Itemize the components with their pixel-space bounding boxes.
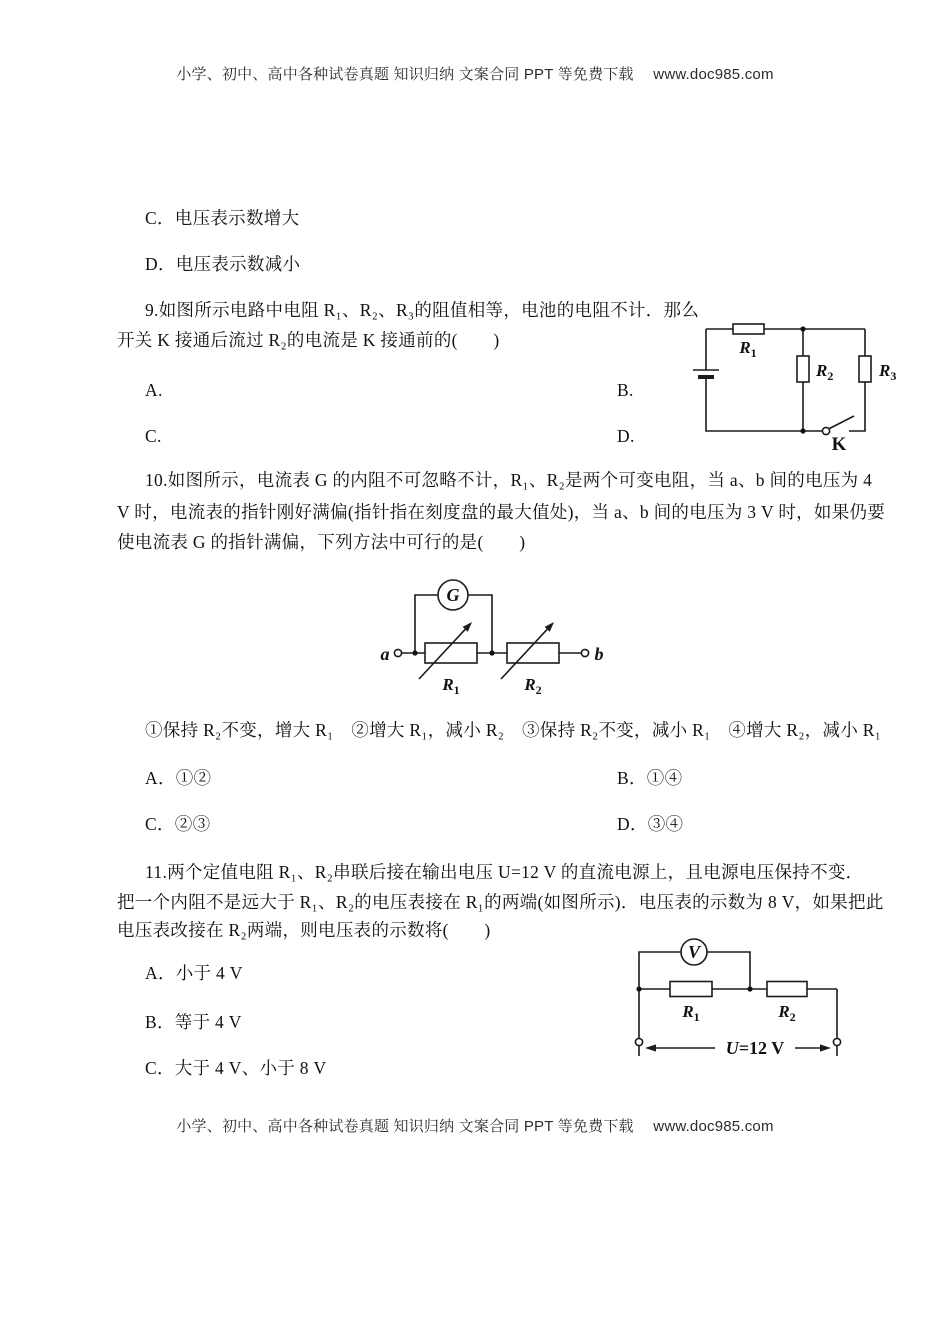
battery-icon — [693, 370, 719, 377]
junction-dot — [412, 650, 417, 655]
r2-label: $R_2$ — [524, 675, 542, 697]
voltmeter-label: V — [687, 942, 701, 962]
terminal-b-icon — [581, 649, 588, 656]
terminal-b-label: b — [594, 644, 604, 664]
q11-circuit-diagram — [615, 933, 875, 1068]
terminal-a-icon — [394, 649, 401, 656]
terminal-icon — [833, 1038, 840, 1045]
galvanometer-label: G — [446, 585, 460, 605]
variable-resistor-r2 — [507, 643, 559, 663]
q11-text-line2: 把一个内阻不是远大于 R₁、R₂的电压表接在 R₁的两端(如图所示)．电压表的示数为 8 V，如果把此 — [117, 892, 884, 912]
r1-label: $R_1$ — [682, 1002, 700, 1024]
resistor-r2 — [797, 356, 809, 382]
q10-option-a: A．①② — [145, 768, 212, 788]
switch-k-label: K — [831, 434, 847, 455]
q9-text-line1: 9.如图所示电路中电阻 R₁、R₂、R₃的阻值相等，电池的电阻不计．那么 — [145, 300, 700, 320]
q9-option-c: C. — [145, 426, 162, 446]
switch-k-icon — [822, 416, 854, 435]
q8-option-d: D．电压表示数减小 — [145, 254, 301, 274]
r1-label: $R_1$ — [739, 338, 757, 360]
resistor-r2 — [767, 982, 807, 997]
q9-option-b: B. — [617, 380, 634, 400]
q9-wires — [706, 329, 865, 431]
variable-resistor-r1 — [425, 643, 477, 663]
junction-dot — [800, 326, 805, 331]
resistor-r1 — [670, 982, 712, 997]
q11-text-line1: 11.两个定值电阻 R₁、R₂串联后接在输出电压 U=12 V 的直流电源上，且电源电压保持不变． — [145, 862, 864, 882]
resistor-r1 — [733, 324, 764, 334]
q11-text-line3: 电压表改接在 R₂两端，则电压表的示数将( ) — [117, 920, 491, 940]
voltmeter-icon — [681, 939, 707, 965]
junction-dot — [636, 986, 641, 991]
voltage-label: U=12 V — [725, 1038, 785, 1058]
q10-text-line1: 10.如图所示，电流表 G 的内阻不可忽略不计，R₁、R₂是两个可变电阻，当 a、b 间的电压为 4 — [145, 470, 873, 490]
junction-dot — [747, 986, 752, 991]
q10-option-c: C．②③ — [145, 814, 211, 834]
page-header: 小学、初中、高中各种试卷真题 知识归纳 文案合同 PPT 等免费下载 www.doc985.com — [176, 66, 774, 83]
r1-label: $R_1$ — [442, 675, 460, 697]
q9-option-a: A. — [145, 380, 163, 400]
q10-text-line2: V 时，电流表的指针刚好满偏(指针指在刻度盘的最大值处)，当 a、b 间的电压为 3 V 时，如果仍要 — [117, 502, 886, 522]
q9-option-d: D. — [617, 426, 635, 446]
resistor-r3 — [859, 356, 871, 382]
r2-label: $R_2$ — [816, 361, 834, 383]
junction-dot — [489, 650, 494, 655]
q10-circuit-diagram — [375, 573, 630, 698]
q10-choices-line: ①保持 R₂不变，增大 R₁ ②增大 R₁，减小 R₂ ③保持 R₂不变，减小 R₁ ④增大 R₂，减小 R₁ — [145, 720, 882, 740]
page-footer: 小学、初中、高中各种试卷真题 知识归纳 文案合同 PPT 等免费下载 www.doc985.com — [176, 1118, 774, 1135]
q9-text-line2: 开关 K 接通后流过 R₂的电流是 K 接通前的( ) — [117, 330, 500, 350]
terminal-icon — [635, 1038, 642, 1045]
q11-option-c: C．大于 4 V、小于 8 V — [145, 1058, 327, 1078]
q11-option-b: B．等于 4 V — [145, 1012, 242, 1032]
q10-text-line3: 使电流表 G 的指针满偏，下列方法中可行的是( ) — [117, 532, 526, 552]
q10-option-d: D．③④ — [617, 814, 684, 834]
terminal-a-label: a — [380, 644, 390, 664]
galvanometer-icon — [438, 580, 468, 610]
q9-circuit-diagram — [688, 315, 903, 455]
junction-dot — [800, 428, 805, 433]
q8-option-c: C．电压表示数增大 — [145, 208, 300, 228]
r3-label: $R_3$ — [879, 361, 897, 383]
r2-label: $R_2$ — [778, 1002, 796, 1024]
q10-option-b: B．①④ — [617, 768, 683, 788]
q11-option-a: A．小于 4 V — [145, 963, 243, 983]
